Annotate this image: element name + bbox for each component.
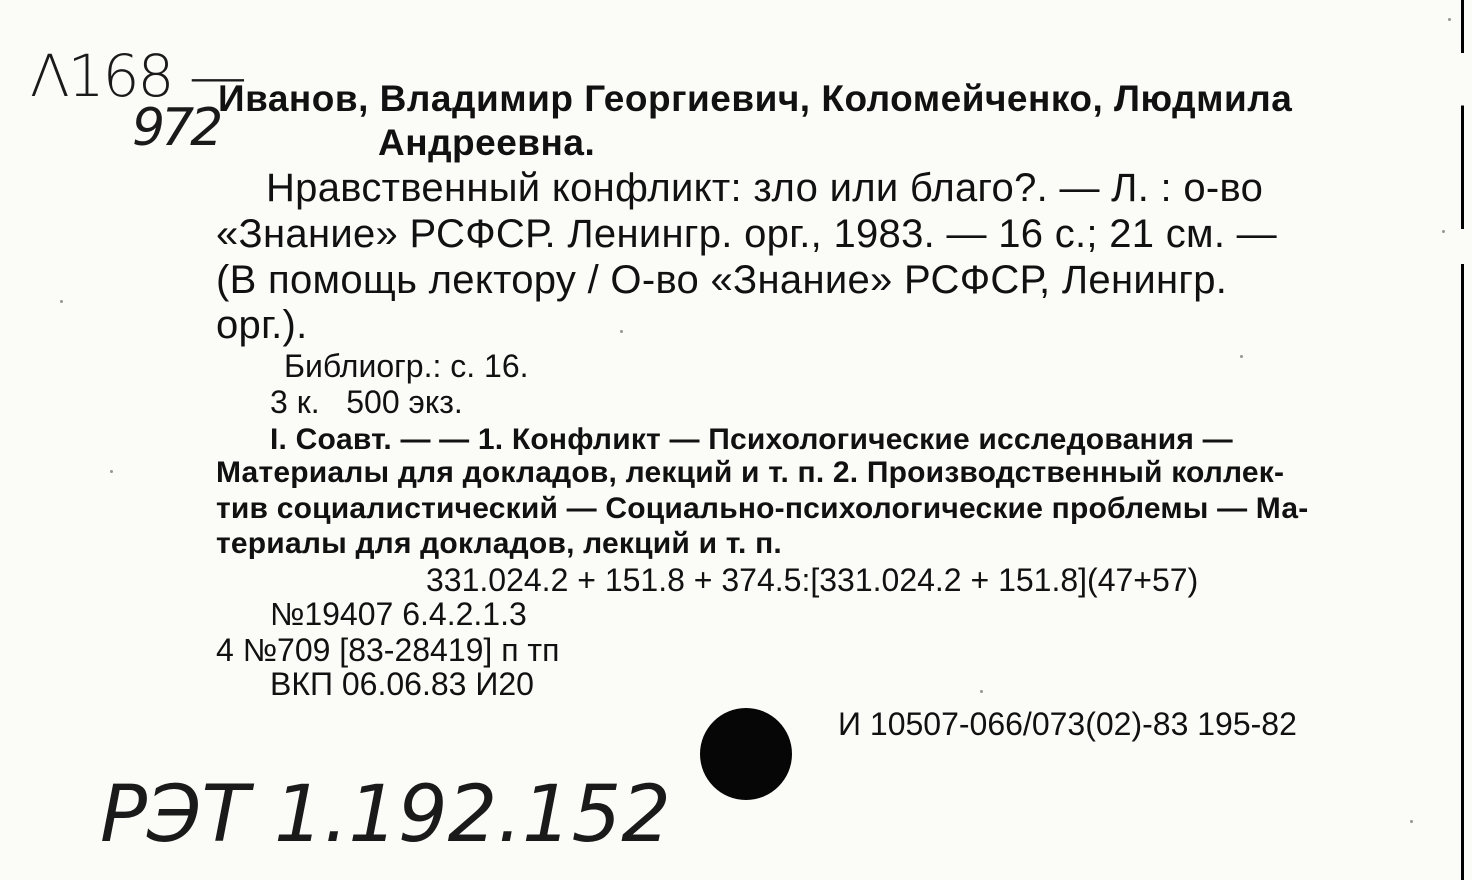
punched-hole [700,708,792,800]
dust-speck [60,300,63,303]
dust-speck [1240,355,1243,358]
subject-line-4: териалы для докладов, лекций и т. п. [216,527,782,560]
order-code: 4 №709 [83-28419] п тп [216,632,560,668]
handwritten-inventory-mark: РЭТ 1.192.152 [100,770,671,860]
vkp-code: ВКП 06.06.83 И20 [270,666,534,702]
title-line-4: орг.). [216,303,308,347]
subject-line-3: тив социалистический — Социально-психологические проблемы — Ма- [216,492,1309,525]
dust-speck [1410,820,1413,823]
subject-line-2: Материалы для докладов, лекций и т. п. 2. Производственный коллек- [216,456,1285,489]
dust-speck [1442,230,1445,233]
title-line-3: (В помощь лектору / О-во «Знание» РСФСР, Ленингр. [216,258,1228,302]
handwritten-shelf-mark: Λ168 — [30,42,245,110]
author-heading-line-1: Иванов, Владимир Георгиевич, Коломейченко, Людмила [218,78,1293,119]
title-line-2: «Знание» РСФСР. Ленингр. орг., 1983. — 16 с.; 21 см. — [216,212,1277,256]
dust-speck [980,690,983,693]
dust-speck [1448,18,1451,21]
handwritten-shelf-number: 972 [132,98,220,158]
catalog-number: №19407 6.4.2.1.3 [270,596,527,632]
price-and-print-run: 3 к. 500 экз. [270,384,463,420]
classification-index: 331.024.2 + 151.8 + 374.5:[331.024.2 + 151.8](47+57) [426,562,1199,598]
card-edge-mark [1461,0,1464,880]
author-heading-line-2: Андреевна. [378,122,596,163]
subject-line-1: I. Соавт. — — 1. Конфликт — Психологические исследования — [270,423,1233,456]
publisher-index-code: И 10507-066/073(02)-83 195-82 [838,706,1297,742]
title-line-1: Нравственный конфликт: зло или благо?. — Л. : о-во [266,166,1264,210]
dust-speck [620,330,623,333]
dust-speck [110,470,113,473]
bibliography-note: Библиогр.: с. 16. [284,348,529,384]
